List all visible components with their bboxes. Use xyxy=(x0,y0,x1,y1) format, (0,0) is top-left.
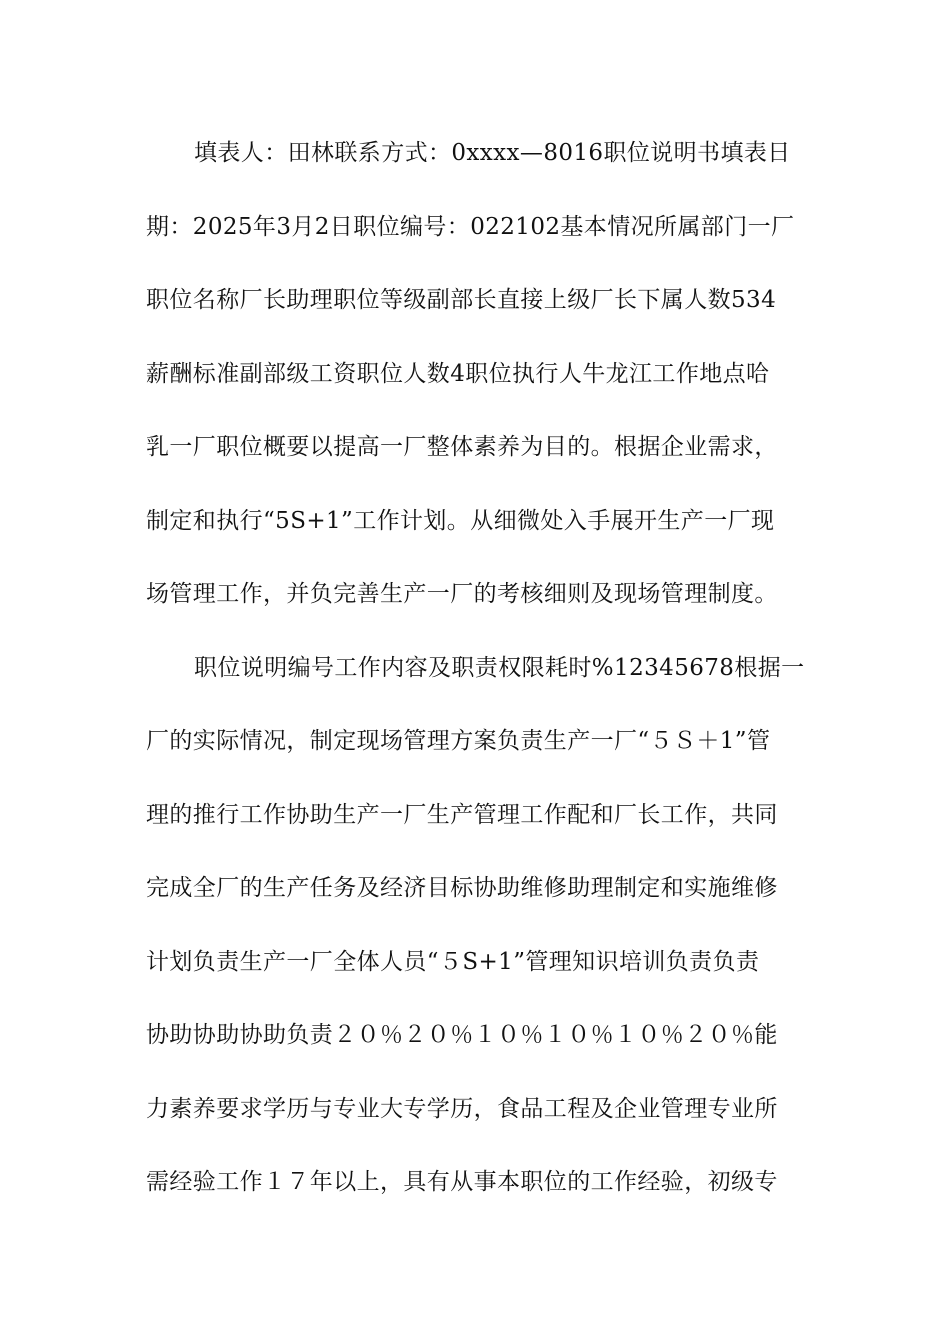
text-line: 理的推行工作协助生产一厂生产管理工作配和厂长工作，共同 xyxy=(146,801,778,828)
text-line: 计划负责生产一厂全体人员“５S+1”管理知识培训负责负责 xyxy=(146,948,760,975)
text-line: 薪酬标准副部级工资职位人数4职位执行人牛龙江工作地点哈 xyxy=(146,360,770,387)
text-line: 协助协助协助负责２０％２０％１０％１０％１０％２０％能 xyxy=(146,1022,778,1048)
text-line: 需经验工作１７年以上，具有从事本职位的工作经验，初级专 xyxy=(146,1169,778,1195)
text-line: 职位名称厂长助理职位等级副部长直接上级厂长下属人数534 xyxy=(146,287,777,313)
text-line: 填表人：田林联系方式：0xxxx—8016职位说明书填表日 xyxy=(194,140,791,166)
paragraph-1 xyxy=(146,130,806,645)
text-line: 厂的实际情况，制定现场管理方案负责生产一厂“５Ｓ＋1”管 xyxy=(146,728,771,754)
paragraph-2 xyxy=(146,645,806,1233)
text-line: 场管理工作，并负完善生产一厂的考核细则及现场管理制度。 xyxy=(146,581,778,607)
text-line: 乳一厂职位概要以提高一厂整体素养为目的。根据企业需求， xyxy=(146,434,778,460)
document-body xyxy=(146,130,806,1233)
text-line: 期：2025年3月2日职位编号：022102基本情况所属部门一厂 xyxy=(146,213,795,240)
text-line: 完成全厂的生产任务及经济目标协助维修助理制定和实施维修 xyxy=(146,875,778,901)
text-line: 制定和执行“5S+1”工作计划。从细微处入手展开生产一厂现 xyxy=(146,507,775,534)
text-line: 职位说明编号工作内容及职责权限耗时%12345678根据一 xyxy=(194,654,805,681)
text-line: 力素养要求学历与专业大专学历，食品工程及企业管理专业所 xyxy=(146,1095,778,1122)
